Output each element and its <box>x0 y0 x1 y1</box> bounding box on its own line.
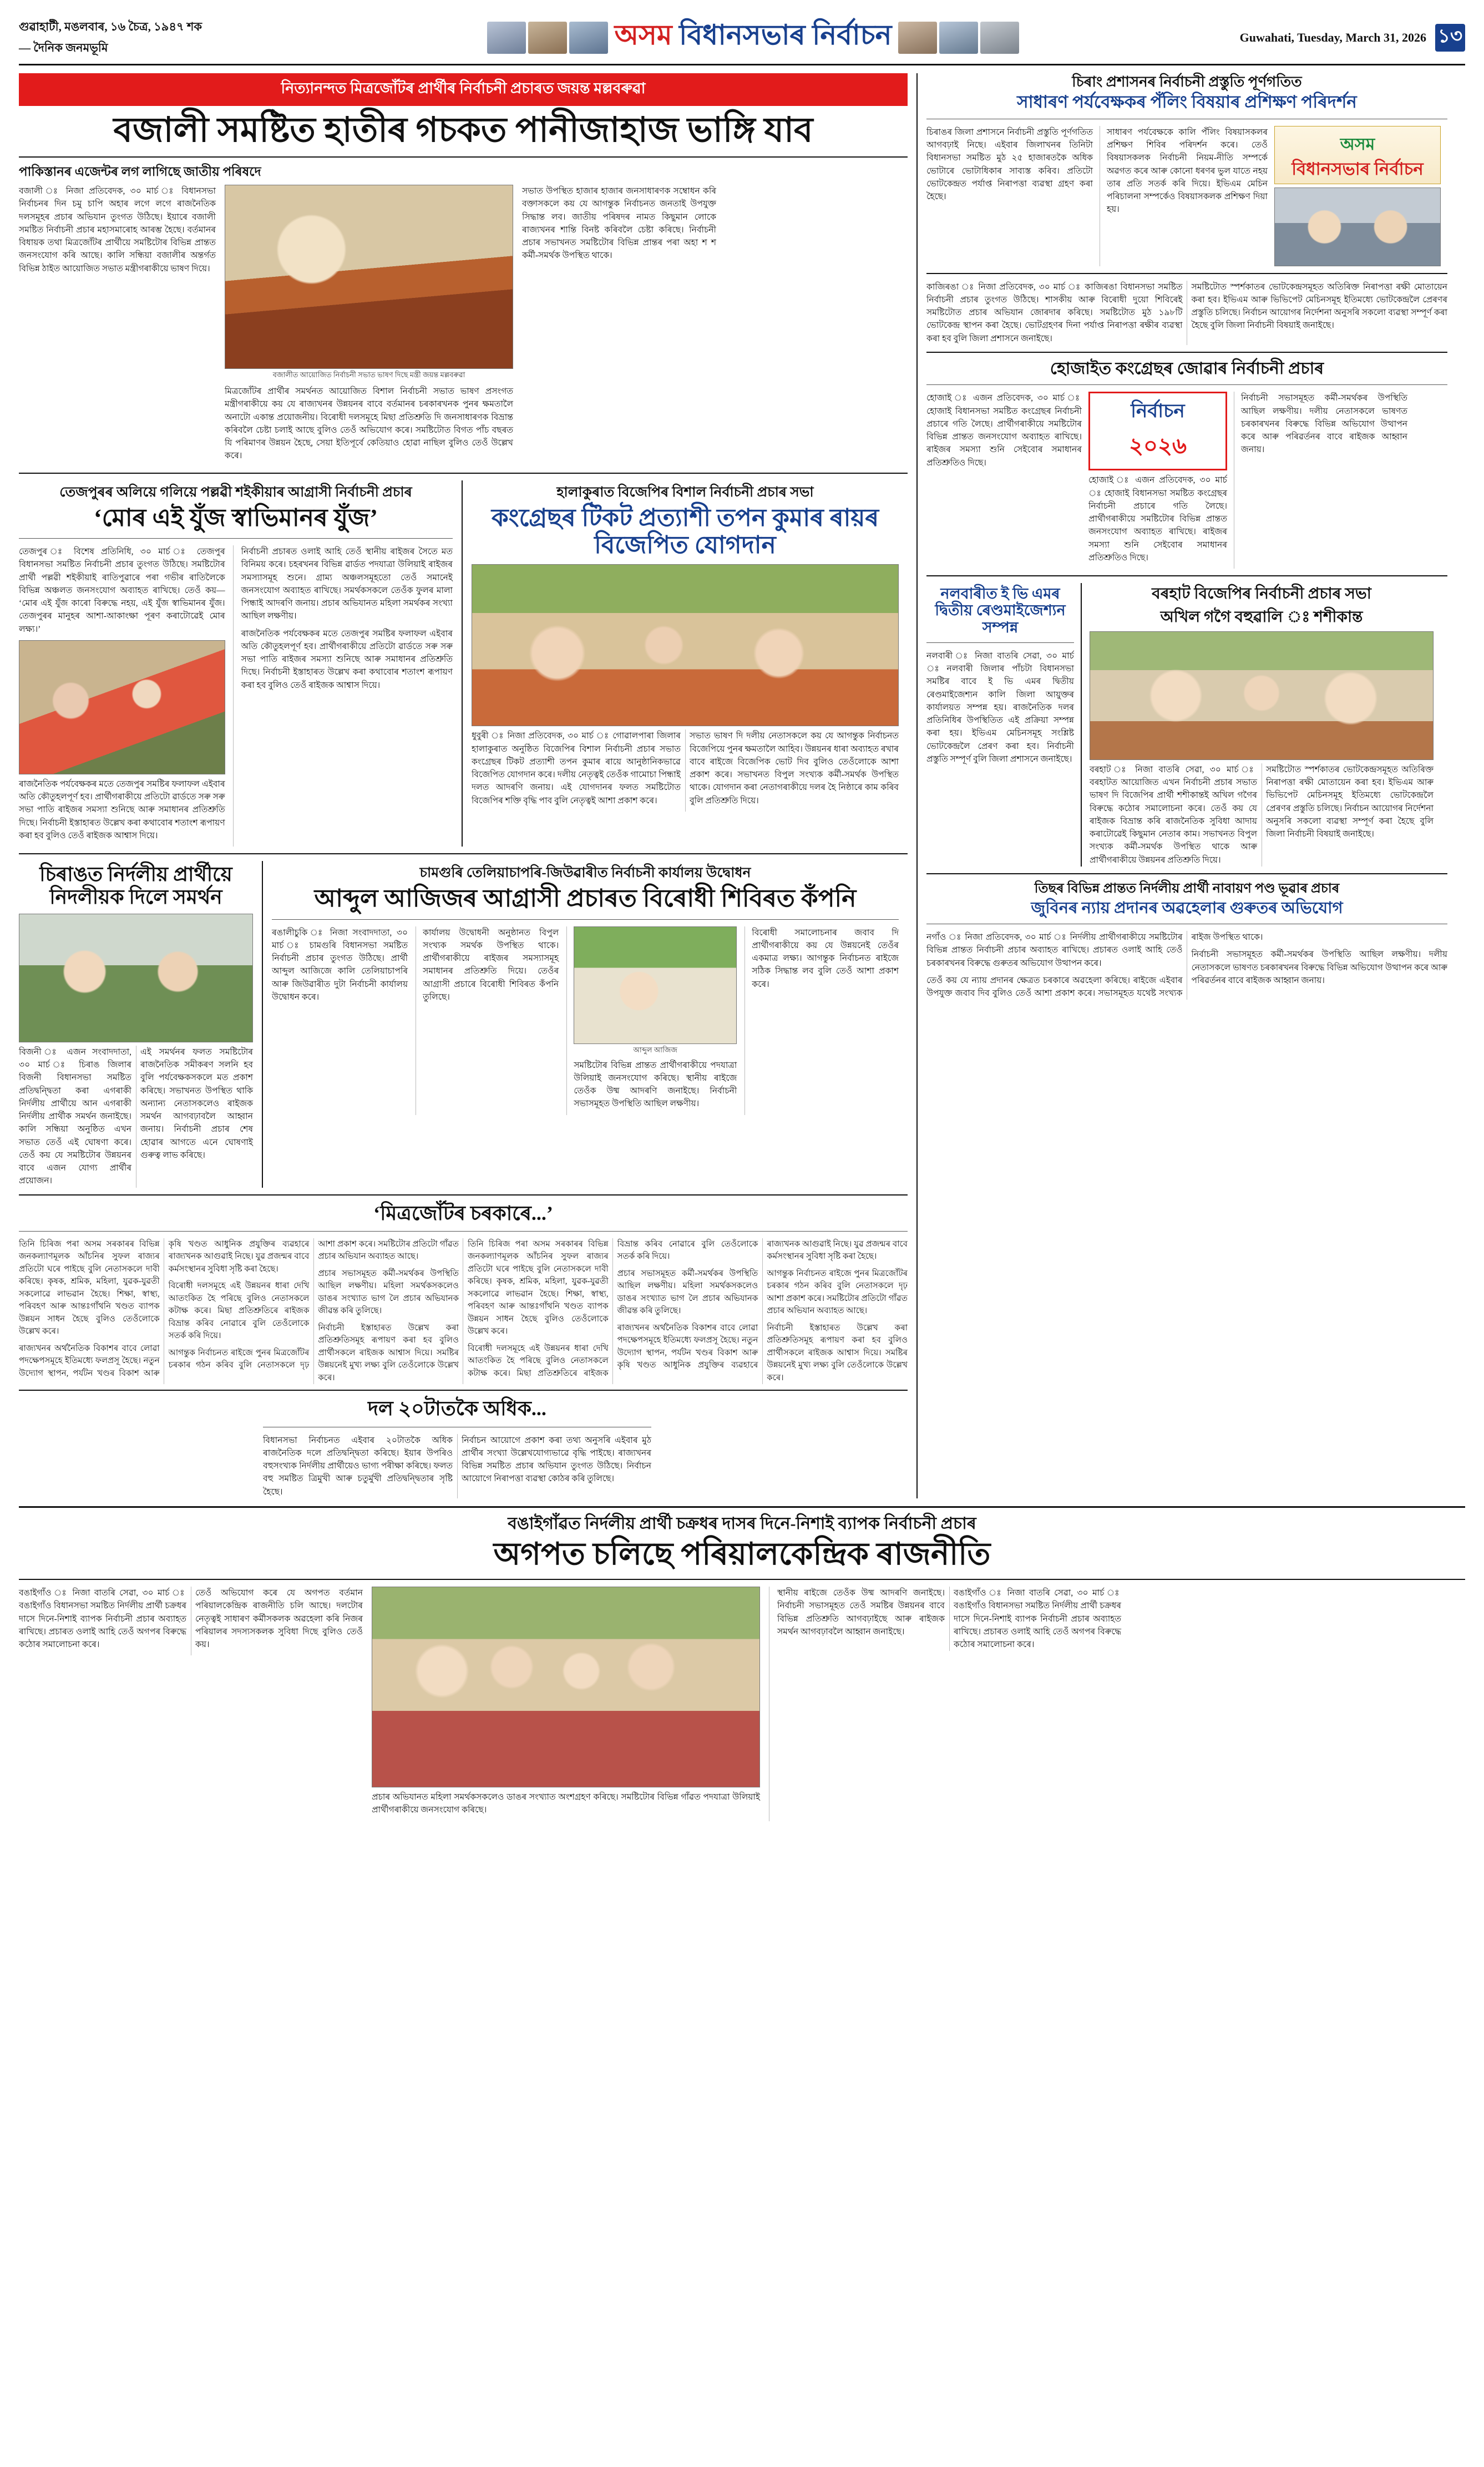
mitrajot-continuation <box>19 1202 908 1385</box>
lead-story-col3: সভাত উপস্থিত হাজাৰ হাজাৰ জনসাধাৰণক সম্বোধন কৰি বক্তাসকলে কয় যে আগন্তুক নিৰ্বাচনত জনতাই উপযুক্ত সিদ্ধান্ত লব। জাতীয় পৰিষদৰ নামত কিছুমান লোকে ৰাজ্যখনৰ শান্তি বিনষ্ট কৰিবলৈ চেষ্টা কৰিছে। নিৰ্বাচনী প্ৰচাৰ সভাখনত সমষ্টিটোৰ বিভিন্ন প্ৰান্তৰ পৰা অহা শ শ কৰ্মী-সমৰ্থক উপস্থিত থাকে। <box>522 186 716 261</box>
chirang-photo <box>19 914 253 1042</box>
abdul-photo <box>574 926 737 1044</box>
lead-story-photo <box>225 185 513 369</box>
masthead <box>19 14 1465 65</box>
abdul-photo-caption: আব্দুল আজিজ <box>633 1045 677 1054</box>
barhat-headline: বৰহাট বিজেপিৰ নিৰ্বাচনী প্ৰচাৰ সভা <box>1152 585 1371 603</box>
abdul-story <box>272 861 899 1187</box>
hojai-col2: নিৰ্বাচনী সভাসমূহত কৰ্মী-সমৰ্থকৰ উপস্থিতি আছিল লক্ষণীয়। দলীয় নেতাসকলে ভাষণত চৰকাৰখনৰ বিৰুদ্ধে বিভিন্ন অভিযোগ উত্থাপন কৰে আৰু পৰিৱৰ্তনৰ বাবে ৰাইজক আহ্বান জনায়। <box>1234 392 1407 569</box>
badge-line2: ২০২৬ <box>1128 433 1187 459</box>
tezpur-kicker: তেজপুৰৰ অলিয়ে গলিয়ে পল্লৱী শইকীয়াৰ আগ্ৰাসী নিৰ্বাচনী প্ৰচাৰ <box>59 484 412 500</box>
tezpur-right: নিৰ্বাচনী প্ৰচাৰত ওলাই আহি তেওঁ স্থানীয় ৰাইজৰ সৈতে মত বিনিময় কৰে। চহৰখনৰ বিভিন্ন ৱাৰ্ডত পদযাত্ৰা উলিয়াই ৰাইজৰ সমস্যাসমূহ শুনে। গ্ৰাম্য অঞ্চলসমূহতো তেওঁ সমানেই জনসংযোগ অব্যাহত ৰাখিছে। সমৰ্থকসকলে তেওঁক ফুলৰ মালা পিন্ধাই আদৰণি জনায়। প্ৰচাৰ অভিযানত মহিলা সমৰ্থকৰ সংখ্যা আছিল লক্ষণীয়। ৰাজনৈতিক পৰ্যবেক্ষকৰ মতে তেজপুৰ সমষ্টিৰ ফলাফল এইবাৰ অতি কৌতুহলপূৰ্ণ হব। প্ৰাৰ্থীগৰাকীয়ে প্ৰতিটো ৱাৰ্ডতে সৰু সৰু সভা পাতি ৰাইজৰ সমস্যা শুনিছে আৰু সমাধানৰ প্ৰতিশ্ৰুতি দিছে। নিৰ্বাচনী ইস্তাহাৰত উল্লেখ কৰা কথাবোৰ শতাংশ ৰূপায়ণ কৰা হব বুলিও তেওঁ ৰাইজক আশ্বাস দিয়ে। <box>233 545 453 847</box>
nalbari-story: নলবাৰীত ই ভি এমৰ দ্বিতীয় ৰেণ্ডমাইজেশ্যন সম্পন্ন নলবাৰী ঃ নিজা বাতৰি সেৱা, ৩০ মাৰ্চ ঃ নলবাৰী জিলাৰ পাঁচটা বিধানসভা সমষ্টিৰ বাবে ই ভি এমৰ দ্বিতীয় ৰেণ্ডমাইজেশ্যন কালি জিলা আয়ুক্তৰ কাৰ্যালয়ত সম্পন্ন হয়। ৰাজনৈতিক দলৰ প্ৰতিনিধিৰ উপস্থিতিত এই প্ৰক্ৰিয়া সম্পন্ন কৰা হয়। ইভিএম মেচিনসমূহ সংশ্লিষ্ট ভোটকেন্দ্ৰলৈ প্ৰেৰণ কৰা হব। নিৰ্বাচনী প্ৰস্তুতি সম্পূৰ্ণ বুলি জিলা প্ৰশাসনে জনাইছে। <box>926 583 1082 867</box>
chirang-admin-head: চিৰাং প্ৰশাসনৰ নিৰ্বাচনী প্ৰস্তুতি পূৰ্ণগতিত <box>1072 74 1302 90</box>
masthead-date-assamese: গুৱাহাটী, মঙলবাৰ, ১৬ চৈত্ৰ, ১৯৪৭ শক <box>19 20 202 33</box>
bottom-kicker: বঙাইগাঁৱত নিৰ্দলীয় প্ৰাৰ্থী চক্ৰধৰ দাসৰ দিনে-নিশাই ব্যাপক নিৰ্বাচনী প্ৰচাৰ <box>508 1514 976 1533</box>
abdul-kicker: চামগুৰি তেলিয়াচাপৰি-জিউৱাৰীত নিৰ্বাচনী কাৰ্যালয় উদ্বোধন <box>419 865 751 881</box>
lead-story-headline: বজালী সমষ্টিত হাতীৰ গচকত পানীজাহাজ ভাঙ্গি যাব <box>113 112 813 149</box>
tezpur-story <box>19 480 463 847</box>
chirang-story: চিৰাঙত নিৰ্দলীয় প্ৰাৰ্থীয়ে নিদলীয়ক দিলে সমৰ্থন বিজনী ঃ এজন সংবাদদাতা, ৩০ মাৰ্চ ঃ চিৰাঙ জিলাৰ বিজনী বিধানসভা সমষ্টিত প্ৰতিদ্বন্দ্বিতা কৰা এগৰাকী নিৰ্দলীয় প্ৰাৰ্থীয়ে আন এগৰাকী নিৰ্দলীয় প্ৰাৰ্থীক সমৰ্থন জনাইছে। কালি সন্ধিয়া অনুষ্ঠিত এখন সভাত তেওঁ এই ঘোষণা কৰে। তেওঁ কয় যে সমষ্টিটোৰ উন্নয়নৰ বাবে এজন যোগ্য প্ৰাৰ্থীৰ প্ৰয়োজন। এই সমৰ্থনৰ ফলত সমষ্টিটোৰ ৰাজনৈতিক সমীকৰণ সলনি হব বুলি পৰ্যবেক্ষকসকলে মত প্ৰকাশ কৰিছে। সভাখনত উপস্থিত থাকি অন্যান্য নেতাসকলেও ৰাইজক সমৰ্থন আগবঢ়াবলৈ আহ্বান জনায়। নিৰ্বাচনী প্ৰচাৰ শেষ হোৱাৰ আগতে এনে ঘোষণাই গুৰুত্ব লাভ কৰিছে। <box>19 861 263 1187</box>
lead-story <box>19 73 908 467</box>
logo-line2: বিধানসভাৰ নিৰ্বাচন <box>1291 159 1424 179</box>
barhat-story: বৰহাট বিজেপিৰ নিৰ্বাচনী প্ৰচাৰ সভা অখিল গগৈ বহুৱালি ঃ শশীকান্ত বৰহাট ঃ নিজা বাতৰি সেৱা, ৩০ মাৰ্চ ঃ বৰহাটত আয়োজিত এখন নিৰ্বাচনী প্ৰচাৰ সভাত ভাষণ দি বিজেপিৰ প্ৰাৰ্থী শশীকান্তই অখিল গগৈৰ বিৰুদ্ধে কঠোৰ সমালোচনা কৰে। তেওঁ কয় যে ৰাইজক বিভ্ৰান্ত কৰি ৰাজনৈতিক সুবিধা আদায় কৰাটোৱেই কিছুমান নেতাৰ কাম। সভাখনত বিপুল সংখ্যক কৰ্মী-সমৰ্থক উপস্থিত থাকে আৰু প্ৰাৰ্থীগৰাকীয়ে উন্নয়নৰ প্ৰতিশ্ৰুতি দিয়ে। সমষ্টিটোত স্পৰ্শকাতৰ ভোটকেন্দ্ৰসমূহত অতিৰিক্ত নিৰাপত্তা ৰক্ষী মোতায়েন কৰা হব। ইভিএম আৰু ভিভিপেট মেচিনসমূহ ইতিমধ্যে ভোটকেন্দ্ৰলৈ প্ৰেৰণৰ প্ৰস্তুতি চলিছে। নিৰ্বাচন আয়োগৰ নিৰ্দেশনা অনুসৰি সকলো ব্যৱস্থা সম্পূৰ্ণ কৰা হৈছে বুলি জিলা নিৰ্বাচনী বিষয়াই জনাইছে। <box>1090 585 1434 865</box>
tisob-kicker: তিছৰ বিভিন্ন প্ৰান্তত নিৰ্দলীয় প্ৰাৰ্থী নাবায়ণ পণ্ড ভূৱাৰ প্ৰচাৰ <box>1034 881 1340 896</box>
hojai-col1: হোজাই ঃ এজন প্ৰতিবেদক, ৩০ মাৰ্চ ঃ হোজাই বিধানসভা সমষ্টিত কংগ্ৰেছৰ নিৰ্বাচনী প্ৰচাৰে গতি লৈছে। প্ৰাৰ্থীগৰাকীয়ে সমষ্টিটোৰ বিভিন্ন প্ৰান্তত জনসংযোগ অব্যাহত ৰাখিছে। ৰাইজৰ সমস্যা শুনি সেইবোৰ সমাধানৰ প্ৰতিশ্ৰুতিও দিছে। <box>926 393 1082 468</box>
abdul-photo-block: আব্দুল আজিজ সমষ্টিটোৰ বিভিন্ন প্ৰান্তত প্ৰাৰ্থীগৰাকীয়ে পদযাত্ৰা উলিয়াই জনসংযোগ কৰিছে। স্থানীয় ৰাইজে তেওঁক উষ্ম আদৰণি জনাইছে। নিৰ্বাচনী সভাসমূহত উপস্থিতি আছিল লক্ষণীয়। <box>566 926 737 1115</box>
leader-photo <box>939 22 978 54</box>
right-top-col2: সাধাৰণ পৰ্যবেক্ষকে কালি পঁলিং বিষয়াসকলৰ প্ৰশিক্ষণ শিবিৰ পৰিদৰ্শন কৰে। তেওঁ বিষয়াসকলক নিৰ্বাচনী নিয়ম-নীতি সম্পৰ্কে অৱগত কৰে আৰু কোনো ধৰণৰ ভুল যাতে নহয় তাৰ প্ৰতি সতৰ্ক কৰি দিয়ে। ইভিএম মেচিন পৰিচালনা সম্পৰ্কেও বিষয়াসকলক প্ৰশিক্ষণ দিয়া হয়। <box>1100 126 1268 266</box>
page-body <box>19 73 1465 1498</box>
leader-photo <box>898 22 937 54</box>
masthead-left-photos <box>487 22 608 54</box>
abdul-col4: বিৰোধী সমালোচনাৰ জবাব দি প্ৰাৰ্থীগৰাকীয়ে কয় যে উন্নয়নেই তেওঁৰ একমাত্ৰ লক্ষ্য। আগন্তুক নিৰ্বাচনত ৰাইজে সঠিক সিদ্ধান্ত লব বুলি তেওঁ আশা প্ৰকাশ কৰে। <box>744 926 899 1115</box>
halakura-headline: কংগ্ৰেছৰ টিকট প্ৰত্যাশী তপন কুমাৰ ৰায়ৰ বিজেপিত যোগদান <box>491 504 879 559</box>
hojai-headline: হোজাইত কংগ্ৰেছৰ জোৱাৰ নিৰ্বাচনী প্ৰচাৰ <box>1050 359 1324 378</box>
bottom-story <box>19 1513 1465 1821</box>
lead-story-photo-caption: বজালীত আয়োজিত নিৰ্বাচনী সভাত ভাষণ দিছে মন্ত্ৰী জয়ন্ত মল্লবৰুৱা <box>272 371 465 379</box>
masthead-right <box>1177 24 1465 52</box>
leader-photo <box>980 22 1019 54</box>
assam-election-logo <box>1274 126 1441 184</box>
lead-story-photo-block: বজালীত আয়োজিত নিৰ্বাচনী সভাত ভাষণ দিছে মন্ত্ৰী জয়ন্ত মল্লবৰুৱা মিত্ৰজোঁটৰ প্ৰাৰ্থীৰ সমৰ্থনত আয়োজিত বিশাল নিৰ্বাচনী সভাত ভাষণ প্ৰসংগত মন্ত্ৰীগৰাকীয়ে কয় যে ৰাজ্যখনৰ উন্নয়নৰ বাবে বৰ্তমানৰ চৰকাৰখনক পুনৰ ক্ষমতালৈ অনাটো একান্ত প্ৰয়োজনীয়। বিৰোধী দলসমূহে মিছা প্ৰতিশ্ৰুতি দি জনসাধাৰণক বিভ্ৰান্ত কৰিবলৈ চেষ্টা চলাই আছে বুলিও তেওঁ অভিযোগ কৰে। সমষ্টিটোত বিগত পাঁচ বছৰত যি পৰিমাণৰ উন্নয়ন হৈছে, সেয়া ইতিপূৰ্বে কেতিয়াও হোৱা নাছিল বুলিও তেওঁ উল্লেখ কৰে। <box>225 185 513 467</box>
bottom-headline: অগপত চলিছে পৰিয়ালকেন্দ্ৰিক ৰাজনীতি <box>493 1537 991 1572</box>
dal20-story: দল ২০টাতকৈ অধিক... বিধানসভা নিৰ্বাচনত এইবাৰ ২০টাতকৈ অধিক ৰাজনৈতিক দলে প্ৰতিদ্বন্দ্বিতা কৰিছে। ইয়াৰ উপৰিও বহুসংখ্যক নিৰ্দলীয় প্ৰাৰ্থীয়েও ভাগ্য পৰীক্ষা কৰিছে। ফলত বহু সমষ্টিত ত্ৰিমুখী আৰু চতুৰ্মুখী প্ৰতিদ্বন্দ্বিতাৰ সৃষ্টি হৈছে। নিৰ্বাচন আয়োগে প্ৰকাশ কৰা তথ্য অনুসৰি এইবাৰ মুঠ প্ৰাৰ্থীৰ সংখ্যা উল্লেখযোগ্যভাৱে বৃদ্ধি পাইছে। ৰাজ্যখনৰ বিভিন্ন সমষ্টিত প্ৰচাৰ অভিযান তুংগত উঠিছে। নিৰ্বাচন আয়োগে নিৰাপত্তা ব্যৱস্থা কোঠৰ কৰি তুলিছে। <box>263 1397 651 1497</box>
right-top-photo <box>1274 188 1441 266</box>
masthead-center <box>330 14 1177 60</box>
tisob-headline: জুবিনৰ ন্যায় প্ৰদানৰ অৱহেলাৰ গুৰুতৰ অভিযোগ <box>1031 899 1343 917</box>
lead-story-kicker: নিত্যানন্দত মিত্ৰজোঁটৰ প্ৰাৰ্থীৰ নিৰ্বাচনী প্ৰচাৰত জয়ন্ত মল্লবৰুৱা <box>19 73 908 106</box>
main-column <box>19 73 918 1498</box>
chirang-admin-sub: সাধাৰণ পৰ্যবেক্ষকৰ পঁলিং বিষয়াৰ প্ৰশিক্ষণ পৰিদৰ্শন <box>1017 92 1357 112</box>
bottom-col1: বঙাইগাঁও ঃ নিজা বাতৰি সেৱা, ৩০ মাৰ্চ ঃ বঙাইগাঁও বিধানসভা সমষ্টিত নিৰ্দলীয় প্ৰাৰ্থী চক্ৰধৰ দাসে দিনে-নিশাই ব্যাপক নিৰ্বাচনী প্ৰচাৰ অব্যাহত ৰাখিছে। প্ৰচাৰত ওলাই আহি তেওঁ অগপৰ বিৰুদ্ধে কঠোৰ সমালোচনা কৰে। তেওঁ অভিযোগ কৰে যে অগপত বৰ্তমান পৰিয়ালকেন্দ্ৰিক ৰাজনীতি চলি আছে। দলটোৰ নেতৃত্বই সাধাৰণ কৰ্মীসকলক অৱহেলা কৰি নিজৰ পৰিয়ালৰ সদস্যসকলক সুবিধা দিছে বুলিও তেওঁ কয়। <box>19 1588 363 1650</box>
hojai-badge-block: নিৰ্বাচন ২০২৬ হোজাই ঃ এজন প্ৰতিবেদক, ৩০ মাৰ্চ ঃ হোজাই বিধানসভা সমষ্টিত কংগ্ৰেছৰ নিৰ্বাচনী প্ৰচাৰে গতি লৈছে। প্ৰাৰ্থীগৰাকীয়ে সমষ্টিটোৰ বিভিন্ন প্ৰান্তত জনসংযোগ অব্যাহত ৰাখিছে। ৰাইজৰ সমস্যা শুনি সেইবোৰ সমাধানৰ প্ৰতিশ্ৰুতিও দিছে। <box>1088 392 1227 569</box>
barhat-photo <box>1090 631 1434 760</box>
chirang-headline: চিৰাঙত নিৰ্দলীয় প্ৰাৰ্থীয়ে নিদলীয়ক দিলে সমৰ্থন <box>39 863 232 908</box>
halakura-photo <box>472 564 899 726</box>
masthead-title-blue: বিধানসভাৰ নিৰ্বাচন <box>679 19 892 50</box>
right-logo-block <box>1274 126 1441 266</box>
tezpur-headline: ‘মোৰ এই যুঁজ স্বাভিমানৰ যুঁজ’ <box>93 504 378 531</box>
kaziranga-news: কাজিৰঙা ঃ নিজা প্ৰতিবেদক, ৩০ মাৰ্চ ঃ কাজিৰঙা বিধানসভা সমষ্টিত নিৰ্বাচনী প্ৰচাৰ তুংগত উঠিছে। শাসকীয় আৰু বিৰোধী দুয়ো শিবিৰেই সমষ্টিটোত প্ৰচাৰ অভিযান জোৰদাৰ কৰিছে। সমষ্টিটোত মুঠ ১৯৮টি ভোটকেন্দ্ৰ স্থাপন কৰা হৈছে। ভোটগ্ৰহণৰ দিনা পৰ্যাপ্ত নিৰাপত্তা ৰক্ষীৰ ব্যৱস্থা কৰা হব বুলি জিলা প্ৰশাসনে জনাইছে। সমষ্টিটোত স্পৰ্শকাতৰ ভোটকেন্দ্ৰসমূহত অতিৰিক্ত নিৰাপত্তা ৰক্ষী মোতায়েন কৰা হব। ইভিএম আৰু ভিভিপেট মেচিনসমূহ ইতিমধ্যে ভোটকেন্দ্ৰলৈ প্ৰেৰণৰ প্ৰস্তুতি চলিছে। নিৰ্বাচন আয়োগৰ নিৰ্দেশনা অনুসৰি সকলো ব্যৱস্থা সম্পূৰ্ণ কৰা হৈছে বুলি জিলা নিৰ্বাচনী বিষয়াই জনাইছে। <box>926 282 1447 343</box>
election-2026-badge <box>1088 392 1227 470</box>
right-top-col1: চিৰাঙৰ জিলা প্ৰশাসনে নিৰ্বাচনী প্ৰস্তুতি পূৰ্ণগতিত আগবঢ়াই নিছে। এইবাৰ জিলাখনৰ তিনিটা বিধানসভা সমষ্টিত মুঠ ২৫ হাজাৰতকৈ অধিক ভোটাৰে ভোটাধিকাৰ সাব্যস্ত কৰিব। প্ৰতিটো ভোটকেন্দ্ৰত পৰ্যাপ্ত নিৰাপত্তা ব্যৱস্থা গ্ৰহণ কৰা হৈছে। <box>926 127 1093 202</box>
masthead-date-english: Guwahati, Tuesday, March 31, 2026 <box>1239 30 1426 44</box>
dal20-headline: দল ২০টাতকৈ অধিক... <box>368 1397 546 1420</box>
abdul-col2: কাৰ্যালয় উদ্বোধনী অনুষ্ঠানত বিপুল সংখ্যক সমৰ্থক উপস্থিত থাকে। প্ৰাৰ্থীগৰাকীয়ে ৰাইজৰ সমস্যাসমূহ সমাধানৰ প্ৰতিশ্ৰুতি দিয়ে। তেওঁৰ আগ্ৰাসী প্ৰচাৰে বিৰোধী শিবিৰত কঁপনি তুলিছে। <box>416 926 559 1115</box>
masthead-title <box>615 14 892 60</box>
masthead-left <box>19 18 330 57</box>
abdul-col1: ৰঙালীচুকি ঃ নিজা সংবাদদাতা, ৩০ মাৰ্চ ঃ চামগুৰি বিধানসভা সমষ্টিত নিৰ্বাচনী প্ৰচাৰ তুংগত উঠিছে। প্ৰাৰ্থী আব্দুল আজিজে কালি তেলিয়াচাপৰি আৰু জিউৱাৰীত দুটা নিৰ্বাচনী কাৰ্যালয় উদ্বোধন কৰে। <box>272 928 408 1002</box>
tisob-story: তিছৰ বিভিন্ন প্ৰান্তত নিৰ্দলীয় প্ৰাৰ্থী নাবায়ণ পণ্ড ভূৱাৰ প্ৰচাৰ জুবিনৰ ন্যায় প্ৰদানৰ অৱহেলাৰ গুৰুতৰ অভিযোগ নগাঁও ঃ নিজা প্ৰতিবেদক, ৩০ মাৰ্চ ঃ নিৰ্দলীয় প্ৰাৰ্থীগৰাকীয়ে সমষ্টিটোৰ বিভিন্ন প্ৰান্তত নিৰ্বাচনী প্ৰচাৰ অব্যাহত ৰাখিছে। প্ৰচাৰত ওলাই আহি তেওঁ চৰকাৰখনৰ বিৰুদ্ধে গুৰুতৰ অভিযোগ উত্থাপন কৰে। তেওঁ কয় যে ন্যায় প্ৰদানৰ ক্ষেত্ৰত চৰকাৰে অৱহেলা কৰিছে। ৰাইজে এইবাৰ উপযুক্ত জবাব দিব বুলিও তেওঁ আশা প্ৰকাশ কৰে। সভাসমূহত যথেষ্ট সংখ্যক ৰাইজ উপস্থিত থাকে। নিৰ্বাচনী সভাসমূহত কৰ্মী-সমৰ্থকৰ উপস্থিতি আছিল লক্ষণীয়। দলীয় নেতাসকলে ভাষণত চৰকাৰখনৰ বিৰুদ্ধে বিভিন্ন অভিযোগ উত্থাপন কৰে আৰু পৰিৱৰ্তনৰ বাবে ৰাইজক আহ্বান জনায়। <box>926 881 1447 999</box>
mitrajot-headline: ‘মিত্ৰজোঁটৰ চৰকাৰে...’ <box>373 1202 553 1224</box>
lead-story-subhead: পাকিস্তানৰ এজেন্টৰ লগ লাগিছে জাতীয় পৰিষদে <box>19 165 261 179</box>
masthead-publication-name: — দৈনিক জনমভূমি <box>19 40 108 54</box>
halakura-kicker: হালাকুৰাত বিজেপিৰ বিশাল নিৰ্বাচনী প্ৰচাৰ সভা <box>556 484 814 500</box>
bottom-col4: স্থানীয় ৰাইজে তেওঁক উষ্ম আদৰণি জনাইছে। নিৰ্বাচনী সভাসমূহত তেওঁ সমষ্টিৰ উন্নয়নৰ বাবে বিভিন্ন প্ৰতিশ্ৰুতি আগবঢ়াইছে আৰু ৰাইজক সমৰ্থন আগবঢ়াবলৈ আহ্বান জনাইছে। বঙাইগাঁও ঃ নিজা বাতৰি সেৱা, ৩০ মাৰ্চ ঃ বঙাইগাঁও বিধানসভা সমষ্টিত নিৰ্দলীয় প্ৰাৰ্থী চক্ৰধৰ দাসে দিনে-নিশাই ব্যাপক নিৰ্বাচনী প্ৰচাৰ অব্যাহত ৰাখিছে। প্ৰচাৰত ওলাই আহি তেওঁ অগপৰ বিৰুদ্ধে কঠোৰ সমালোচনা কৰে। <box>769 1587 1121 1821</box>
leader-photo <box>528 22 567 54</box>
logo-line1: অসম <box>1340 135 1375 154</box>
bottom-photo-block: প্ৰচাৰ অভিযানত মহিলা সমৰ্থকসকলেও ডাঙৰ সংখ্যাত অংশগ্ৰহণ কৰিছে। সমষ্টিটোৰ বিভিন্ন গাঁৱত পদযাত্ৰা উলিয়াই প্ৰাৰ্থীগৰাকীয়ে জনসংযোগ কৰিছে। <box>372 1587 760 1821</box>
masthead-right-photos <box>898 22 1019 54</box>
masthead-title-red: অসম <box>614 19 672 50</box>
halakura-story: হালাকুৰাত বিজেপিৰ বিশাল নিৰ্বাচনী প্ৰচাৰ সভা কংগ্ৰেছৰ টিকট প্ৰত্যাশী তপন কুমাৰ ৰায়ৰ বিজেপিত যোগদান ধুবুৰী ঃ নিজা প্ৰতিবেদক, ৩০ মাৰ্চ ঃ গোৱালপাৰা জিলাৰ হালাকুৰাত অনুষ্ঠিত বিজেপিৰ বিশাল নিৰ্বাচনী প্ৰচাৰ সভাত কংগ্ৰেছৰ টিকট প্ৰত্যাশী তপন কুমাৰ ৰায়ে আনুষ্ঠানিকভাৱে বিজেপিত যোগদান কৰে। দলীয় নেতৃত্বই তেওঁক গামোচা পিন্ধাই দলত আদৰণি জনায়। এই যোগদানৰ ফলত সমষ্টিটোত বিজেপিৰ শক্তি বৃদ্ধি পাব বুলি নেতৃত্বই আশা প্ৰকাশ কৰে। সভাত ভাষণ দি দলীয় নেতাসকলে কয় যে আগন্তুক নিৰ্বাচনত বিজেপিয়ে পুনৰ ক্ষমতালৈ আহিব। উন্নয়নৰ ধাৰা অব্যাহত ৰখাৰ বাবে ৰাইজে বিজেপিক ভোট দিব বুলিও তেওঁলোকে আশা প্ৰকাশ কৰে। সভাখনত বিপুল সংখ্যক কৰ্মী-সমৰ্থক উপস্থিত থাকে। যোগদান কৰা নেতাগৰাকীয়ে দলৰ হৈ নিষ্ঠাৰে কাম কৰিব বুলি প্ৰতিশ্ৰুতি দিয়ে। <box>472 484 899 806</box>
mitrajot-body: তিনি চিৰিজ পৰা অসম সৰকাৰৰ বিভিন্ন জনকল্যাণমূলক আঁচনিৰ সুফল ৰাজ্যৰ প্ৰতিটো ঘৰে পাইছে বুলি নেতাসকলে দাবী কৰিছে। কৃষক, শ্ৰমিক, মহিলা, যুৱক-যুৱতী সকলোৱে লাভৱান হৈছে। শিক্ষা, স্বাস্থ্য, পৰিবহণ আৰু আন্তঃগাঁথনি খণ্ডত ব্যাপক উন্নয়ন সাধন হৈছে বুলিও তেওঁলোকে উল্লেখ কৰে। ৰাজ্যখনৰ অৰ্থনৈতিক বিকাশৰ বাবে লোৱা পদক্ষেপসমূহে ইতিমধ্যে ফলপ্ৰসূ হৈছে। নতুন উদ্যোগ স্থাপন, পৰ্যটন খণ্ডৰ বিকাশ আৰু কৃষি খণ্ডত আধুনিক প্ৰযুক্তিৰ ব্যৱহাৰে ৰাজ্যখনক আগুৱাই নিছে। যুৱ প্ৰজন্মৰ বাবে কৰ্মসংস্থানৰ সুবিধা সৃষ্টি কৰা হৈছে। বিৰোধী দলসমূহে এই উন্নয়নৰ ধাৰা দেখি আতংকিত হৈ পৰিছে বুলিও নেতাসকলে কটাক্ষ কৰে। মিছা প্ৰতিশ্ৰুতিৰে ৰাইজক বিভ্ৰান্ত কৰিব নোৱাৰে বুলি তেওঁলোকে সতৰ্ক কৰি দিয়ে। আগন্তুক নিৰ্বাচনত ৰাইজে পুনৰ মিত্ৰজোঁটৰ চৰকাৰ গঠন কৰিব বুলি নেতাসকলে দৃঢ় আশা প্ৰকাশ কৰে। সমষ্টিটোৰ প্ৰতিটো গাঁৱত প্ৰচাৰ অভিযান অব্যাহত আছে। প্ৰচাৰ সভাসমূহত কৰ্মী-সমৰ্থকৰ উপস্থিতি আছিল লক্ষণীয়। মহিলা সমৰ্থকসকলেও ডাঙৰ সংখ্যাত ভাগ লৈ প্ৰচাৰ অভিযানক জীৱন্ত কৰি তুলিছে। নিৰ্বাচনী ইস্তাহাৰত উল্লেখ কৰা প্ৰতিশ্ৰুতিসমূহ ৰূপায়ণ কৰা হব বুলিও প্ৰাৰ্থীসকলে ৰাইজক আশ্বাস দিয়ে। সমষ্টিৰ উন্নয়নেই মুখ্য লক্ষ্য বুলি তেওঁলোকে উল্লেখ কৰে। তিনি চিৰিজ পৰা অসম সৰকাৰৰ বিভিন্ন জনকল্যাণমূলক আঁচনিৰ সুফল ৰাজ্যৰ প্ৰতিটো ঘৰে পাইছে বুলি নেতাসকলে দাবী কৰিছে। কৃষক, শ্ৰমিক, মহিলা, যুৱক-যুৱতী সকলোৱে লাভৱান হৈছে। শিক্ষা, স্বাস্থ্য, পৰিবহণ আৰু আন্তঃগাঁথনি খণ্ডত ব্যাপক উন্নয়ন সাধন হৈছে বুলিও তেওঁলোকে উল্লেখ কৰে। বিৰোধী দলসমূহে এই উন্নয়নৰ ধাৰা দেখি আতংকিত হৈ পৰিছে বুলিও নেতাসকলে কটাক্ষ কৰে। মিছা প্ৰতিশ্ৰুতিৰে ৰাইজক বিভ্ৰান্ত কৰিব নোৱাৰে বুলি তেওঁলোকে সতৰ্ক কৰি দিয়ে। প্ৰচাৰ সভাসমূহত কৰ্মী-সমৰ্থকৰ উপস্থিতি আছিল লক্ষণীয়। মহিলা সমৰ্থকসকলেও ডাঙৰ সংখ্যাত ভাগ লৈ প্ৰচাৰ অভিযানক জীৱন্ত কৰি তুলিছে। ৰাজ্যখনৰ অৰ্থনৈতিক বিকাশৰ বাবে লোৱা পদক্ষেপসমূহে ইতিমধ্যে ফলপ্ৰসূ হৈছে। নতুন উদ্যোগ স্থাপন, পৰ্যটন খণ্ডৰ বিকাশ আৰু কৃষি খণ্ডত আধুনিক প্ৰযুক্তিৰ ব্যৱহাৰে ৰাজ্যখনক আগুৱাই নিছে। যুৱ প্ৰজন্মৰ বাবে কৰ্মসংস্থানৰ সুবিধা সৃষ্টি কৰা হৈছে। আগন্তুক নিৰ্বাচনত ৰাইজে পুনৰ মিত্ৰজোঁটৰ চৰকাৰ গঠন কৰিব বুলি নেতাসকলে দৃঢ় আশা প্ৰকাশ কৰে। সমষ্টিটোৰ প্ৰতিটো গাঁৱত প্ৰচাৰ অভিযান অব্যাহত আছে। নিৰ্বাচনী ইস্তাহাৰত উল্লেখ কৰা প্ৰতিশ্ৰুতিসমূহ ৰূপায়ণ কৰা হব বুলিও প্ৰাৰ্থীসকলে ৰাইজক আশ্বাস দিয়ে। সমষ্টিৰ উন্নয়নেই মুখ্য লক্ষ্য বুলি তেওঁলোকে উল্লেখ কৰে। <box>19 1239 908 1382</box>
leader-photo <box>487 22 526 54</box>
barhat-subhead: অখিল গগৈ বহুৱালি ঃ শশীকান্ত <box>1160 608 1363 626</box>
tezpur-left: তেজপুৰ ঃ বিশেষ প্ৰতিনিধি, ৩০ মাৰ্চ ঃ তেজপুৰ বিধানসভা সমষ্টিত নিৰ্বাচনী প্ৰচাৰ তুংগত উঠিছে। সমষ্টিটোৰ প্ৰাৰ্থী পল্লৱী শইকীয়াই ৰাতিপুৱাৰে পৰা গভীৰ ৰাতিলৈকে বিভিন্ন অঞ্চলত জনসংযোগ অব্যাহত ৰাখিছে। তেওঁ কয়— ‘মোৰ এই যুঁজ কাৰো বিৰুদ্ধে নহয়, এই যুঁজ স্বাভিমানৰ যুঁজ। তেজপুৰৰ মানুহৰ আশা-আকাংক্ষা পূৰণ কৰাটোৱেই মোৰ লক্ষ্য।’ ৰাজনৈতিক পৰ্যবেক্ষকৰ মতে তেজপুৰ সমষ্টিৰ ফলাফল এইবাৰ অতি কৌতুহলপূৰ্ণ হব। প্ৰাৰ্থীগৰাকীয়ে প্ৰতিটো ৱাৰ্ডতে সৰু সৰু সভা পাতি ৰাইজৰ সমস্যা শুনিছে আৰু সমাধানৰ প্ৰতিশ্ৰুতি দিছে। নিৰ্বাচনী ইস্তাহাৰত উল্লেখ কৰা কথাবোৰ শতাংশ ৰূপায়ণ কৰা হব বুলিও তেওঁ ৰাইজক আশ্বাস দিয়ে। <box>19 547 225 840</box>
right-column <box>918 73 1447 1498</box>
bottom-photo <box>372 1587 760 1787</box>
abdul-headline: আব্দুল আজিজৰ আগ্ৰাসী প্ৰচাৰত বিৰোধী শিবিৰত কঁপনি <box>314 885 857 913</box>
leader-photo <box>569 22 608 54</box>
lead-story-col1: বজালী ঃ নিজা প্ৰতিবেদক, ৩০ মাৰ্চ ঃ বিধানসভা নিৰ্বাচনৰ দিন চমু চাপি অহাৰ লগে লগে ৰাজনৈতিক দলসমূহৰ প্ৰচাৰ অভিযান তুংগত উঠিছে। ইয়াৰে বজালী সমষ্টিত নিৰ্বাচনী প্ৰচাৰ মহাসমাৰোহ আৰম্ভ হৈছে। বৰ্তমানৰ বিধায়ক তথা মিত্ৰজোঁটৰ প্ৰাৰ্থীয়ে সমষ্টিটোৰ বিভিন্ন প্ৰান্তত জনসংযোগ কৰি আছে। কালি সন্ধিয়া বজালীৰ অন্তৰ্গত বিভিন্ন ঠাইত আয়োজিত সভাত মন্ত্ৰীগৰাকীয়ে ভাষণ দিয়ে। <box>19 186 216 273</box>
nalbari-headline: নলবাৰীত ই ভি এমৰ দ্বিতীয় ৰেণ্ডমাইজেশ্যন সম্পন্ন <box>935 585 1066 636</box>
tezpur-photo <box>19 640 225 774</box>
page-number-badge: ১৩ <box>1435 24 1465 52</box>
badge-line1: নিৰ্বাচন <box>1131 401 1185 422</box>
